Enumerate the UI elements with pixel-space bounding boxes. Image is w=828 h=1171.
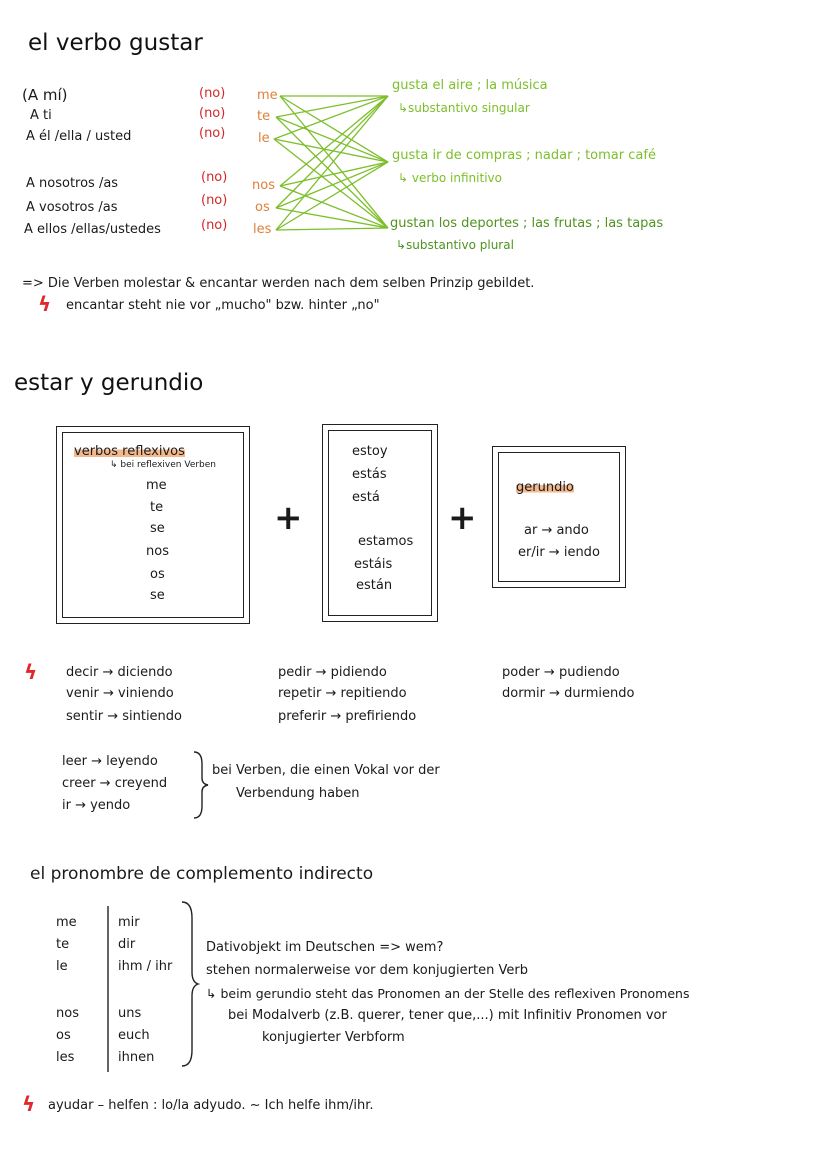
y-leer: leer → leyendo	[62, 754, 158, 769]
ind-de-dir: dir	[118, 937, 136, 952]
pron-4: nos	[252, 178, 275, 193]
ind-es-me: me	[56, 915, 77, 930]
ind-de-ihnen: ihnen	[118, 1050, 155, 1065]
neg-2: (no)	[199, 106, 226, 121]
indirecto-title: el pronombre de complemento indirecto	[30, 864, 374, 884]
subject-4: A nosotros /as	[26, 176, 119, 191]
ind-es-nos: nos	[56, 1006, 79, 1021]
y-creer: creer → creyend	[62, 776, 168, 791]
y-ir: ir → yendo	[62, 798, 131, 813]
estar-esta: está	[352, 490, 380, 505]
ind-note-3: ↳ beim gerundio steht das Pronomen an der Stelle des reflexiven Pronomens	[206, 986, 690, 1001]
ind-es-te: te	[56, 937, 70, 952]
lightning-bolt-icon: ϟ	[38, 292, 52, 316]
pron-3: le	[258, 131, 270, 146]
neg-3: (no)	[199, 126, 226, 141]
estar-estan: están	[356, 578, 393, 593]
ind-es-le: le	[56, 959, 68, 974]
pron-2: te	[257, 109, 271, 124]
reflexive-me: me	[146, 478, 167, 493]
y-forms-brace	[190, 750, 210, 820]
subject-3: A él /ella / usted	[26, 129, 132, 144]
gustar-rule: => Die Verben molestar & encantar werden nach dem selben Prinzip gebildet.	[22, 276, 535, 291]
reflexive-header: verbos reflexivos	[74, 444, 185, 459]
estar-estamos: estamos	[358, 534, 414, 549]
pronoun-brace	[178, 900, 200, 1070]
ind-de-euch: euch	[118, 1028, 150, 1043]
form-1-verb: gusta el aire ; la música	[392, 78, 548, 93]
reflexive-se: se	[150, 521, 165, 536]
reflexive-sub: ↳ bei reflexiven Verben	[110, 460, 217, 470]
irr-decir: decir → diciendo	[66, 665, 173, 680]
lightning-bolt-icon: ϟ	[22, 1092, 36, 1116]
form-1-note: ↳substantivo singular	[398, 101, 530, 115]
ind-de-ihm: ihm / ihr	[118, 959, 173, 974]
gerundio-box-inner	[498, 452, 620, 582]
ind-de-uns: uns	[118, 1006, 142, 1021]
gerundio-rule-er-ir: er/ir → iendo	[518, 545, 600, 560]
estar-estas: estás	[352, 467, 387, 482]
irr-preferir: preferir → prefiriendo	[278, 709, 417, 724]
gustar-title: el verbo gustar	[28, 30, 203, 56]
estar-estais: estáis	[354, 557, 393, 572]
pron-6: les	[253, 222, 272, 237]
ind-note-5: konjugierter Verbform	[262, 1030, 405, 1045]
pron-1: me	[257, 88, 278, 103]
reflexive-os: os	[150, 567, 165, 582]
gerundio-title: estar y gerundio	[14, 370, 204, 396]
reflexive-te: te	[150, 500, 164, 515]
plus-sign-1: +	[274, 498, 303, 538]
ind-note-2: stehen normalerweise vor dem konjugierten Verb	[206, 963, 528, 978]
ind-de-mir: mir	[118, 915, 140, 930]
irr-pedir: pedir → pidiendo	[278, 665, 387, 680]
form-3-note: ↳substantivo plural	[396, 238, 514, 252]
subject-6: A ellos /ellas/ustedes	[24, 222, 161, 237]
irr-sentir: sentir → sintiendo	[66, 709, 182, 724]
irr-poder: poder → pudiendo	[502, 665, 620, 680]
pron-5: os	[255, 200, 270, 215]
form-2-note: ↳ verbo infinitivo	[398, 171, 502, 185]
subject-5: A vosotros /as	[26, 200, 118, 215]
gerundio-rule-ar: ar → ando	[524, 523, 589, 538]
ind-example: ayudar – helfen : lo/la adyudo. ~ Ich helfe ihm/ihr.	[48, 1098, 374, 1113]
ind-note-1: Dativobjekt im Deutschen => wem?	[206, 940, 444, 955]
reflexive-se-2: se	[150, 588, 165, 603]
y-note-1: bei Verben, die einen Vokal vor der	[212, 763, 440, 778]
neg-1: (no)	[199, 86, 226, 101]
gustar-warning: encantar steht nie vor „mucho" bzw. hinter „no"	[66, 298, 380, 313]
y-note-2: Verbendung haben	[236, 786, 360, 801]
plus-sign-2: +	[448, 498, 477, 538]
gerundio-box	[492, 446, 626, 588]
irr-dormir: dormir → durmiendo	[502, 686, 635, 701]
neg-5: (no)	[201, 193, 228, 208]
subject-2: A ti	[30, 108, 52, 123]
irr-venir: venir → viniendo	[66, 686, 174, 701]
irr-repetir: repetir → repitiendo	[278, 686, 407, 701]
form-2-verb: gusta ir de compras ; nadar ; tomar café	[392, 148, 656, 163]
lightning-bolt-icon: ϟ	[24, 660, 38, 684]
subject-1: (A mí)	[22, 86, 68, 104]
form-3-verb: gustan los deportes ; las frutas ; las tapas	[390, 216, 664, 231]
neg-6: (no)	[201, 218, 228, 233]
neg-4: (no)	[201, 170, 228, 185]
gerundio-header: gerundio	[516, 480, 574, 495]
ind-es-les: les	[56, 1050, 75, 1065]
reflexive-nos: nos	[146, 544, 169, 559]
pronoun-divider	[106, 906, 110, 1072]
ind-es-os: os	[56, 1028, 71, 1043]
estar-estoy: estoy	[352, 444, 388, 459]
ind-note-4: bei Modalverb (z.B. querer, tener que,...) mit Infinitiv Pronomen vor	[228, 1008, 667, 1023]
